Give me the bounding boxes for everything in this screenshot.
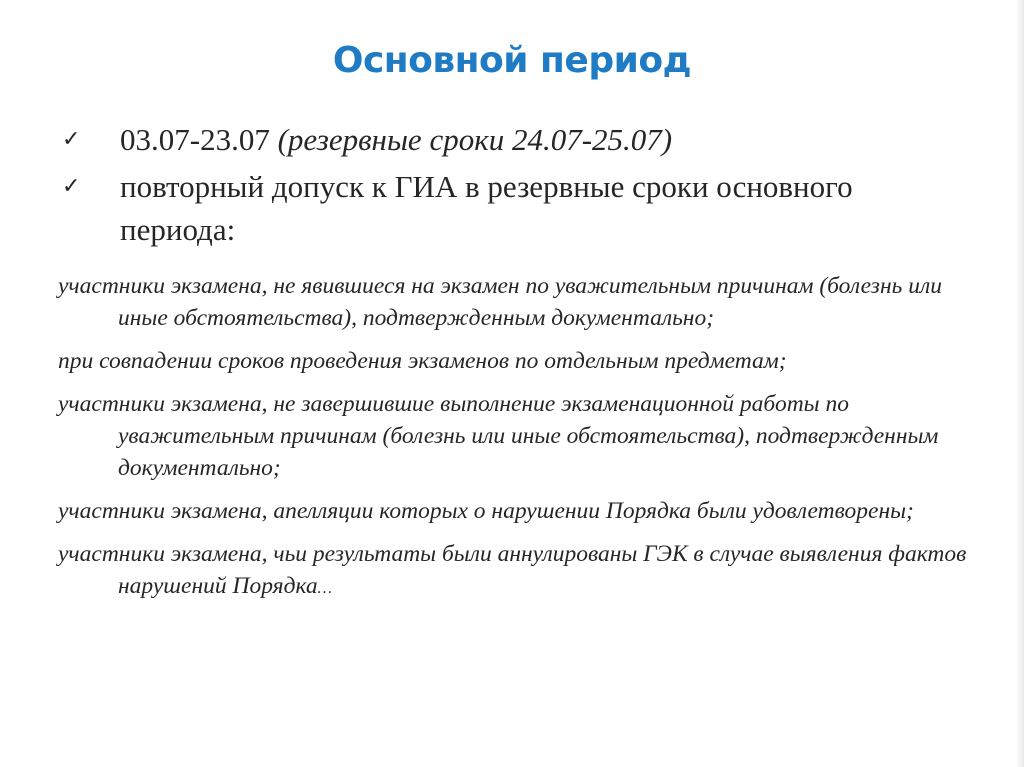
condition-item (58, 388, 978, 487)
condition-item (58, 345, 978, 380)
checkmark-icon: ✓ (62, 174, 81, 199)
bullet-main-text: повторный допуск к ГИА в резервные сроки основного периода: (120, 169, 853, 247)
condition-text: участники экзамена, чьи результаты были аннулированы ГЭК в случае выявления фактов нарушений Порядка (58, 541, 967, 599)
bullet-list (62, 118, 962, 255)
bullet-text (120, 118, 672, 161)
condition-item (58, 538, 978, 605)
checkmark-icon: ✓ (62, 127, 81, 152)
condition-suffix: … (317, 580, 332, 597)
slide-title: Основной период (332, 40, 692, 81)
condition-text: участники экзамена, апелляции которых о нарушении Порядка были удовлетворены; (58, 498, 914, 524)
bullet-italic-text: (резервные сроки 24.07-25.07) (277, 122, 673, 157)
condition-text: участники экзамена, не завершившие выполнение экзаменационной работы по уважительным причинам (болезнь или иные обстоятельства), подтвержденным документально; (58, 391, 939, 481)
slide-edge-shadow (1016, 0, 1024, 767)
conditions-list (58, 270, 978, 613)
condition-text: при совпадении сроков проведения экзаменов по отдельным предметам; (58, 348, 787, 374)
bullet-main-text: 03.07-23.07 (120, 122, 278, 157)
condition-item (58, 270, 978, 337)
bullet-text (120, 165, 962, 251)
bullet-item-dates (62, 118, 962, 161)
bullet-item-readmission (62, 165, 962, 251)
condition-text: участники экзамена, не явившиеся на экзамен по уважительным причинам (болезнь или иные обстоятельства), подтвержденным документально; (58, 273, 942, 331)
condition-item (58, 495, 978, 530)
